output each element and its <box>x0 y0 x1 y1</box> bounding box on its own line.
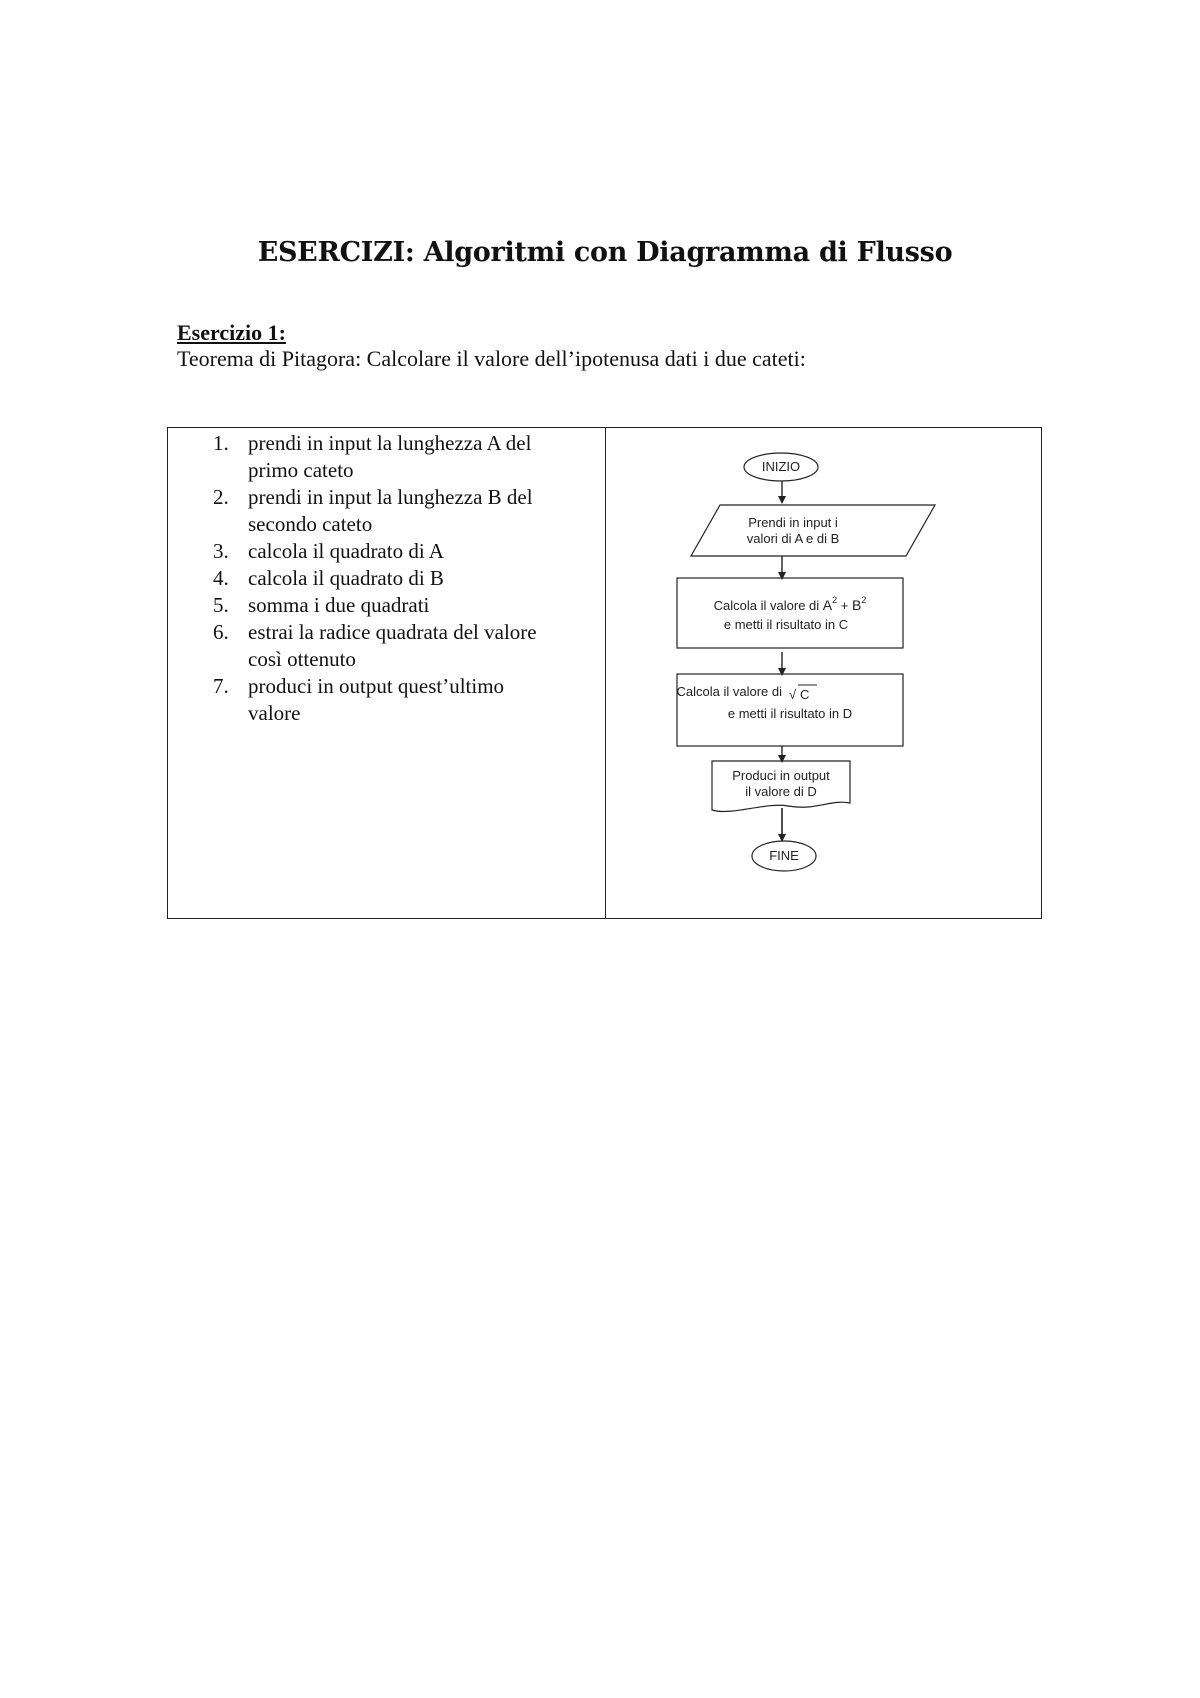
output-label-line: Produci in output <box>732 768 830 783</box>
step-text: somma i due quadrati <box>248 593 430 617</box>
process-label-prefix: Calcola il valore di <box>676 684 782 699</box>
output-label-line: il valore di D <box>745 784 817 799</box>
flowchart-diagram <box>606 428 1042 918</box>
step-text: calcola il quadrato di A <box>248 539 444 563</box>
step-text-line: prendi in input la lunghezza B del <box>248 485 533 509</box>
exercise-table <box>167 427 1042 919</box>
step-text-line: produci in output quest’ultimo <box>248 674 505 698</box>
step-text-line: valore <box>248 701 301 725</box>
input-label-line: Prendi in input i <box>748 515 838 530</box>
step-number: 7. <box>213 674 229 698</box>
process-box <box>677 578 903 648</box>
page-title: ESERCIZI: Algoritmi con Diagramma di Flusso <box>257 237 953 268</box>
step-number: 1. <box>213 431 229 455</box>
process-label-line: e metti il risultato in C <box>723 617 849 632</box>
process-label-prefix: Calcola il valore di <box>713 598 823 613</box>
sqrt-icon: √ <box>789 687 797 702</box>
step-text <box>248 673 578 727</box>
sqrt-radicand: C <box>800 687 810 702</box>
step-text-line: così ottenuto <box>248 647 356 671</box>
step-text-line: estrai la radice quadrata del valore <box>248 620 537 644</box>
step-number: 5. <box>213 593 229 617</box>
end-label: FINE <box>769 848 799 863</box>
step-number: 2. <box>213 485 229 509</box>
exercise-heading: Esercizio 1: <box>177 320 286 345</box>
process-label-line <box>714 595 867 613</box>
start-label: INIZIO <box>761 459 801 474</box>
step-text-line: primo cateto <box>248 458 354 482</box>
step-number: 4. <box>213 566 229 590</box>
math-exponent: 2 <box>832 595 838 605</box>
process-label-line <box>677 684 783 699</box>
step-number: 6. <box>213 620 229 644</box>
step-text-line: secondo cateto <box>248 512 373 536</box>
math-symbol-b: B <box>851 597 862 613</box>
step-text: calcola il quadrato di B <box>248 566 444 590</box>
step-text <box>248 619 578 673</box>
exercise-description: Teorema di Pitagora: Calcolare il valore dell’ipotenusa dati i due cateti: <box>177 346 806 371</box>
step-number: 3. <box>213 539 229 563</box>
math-exponent: 2 <box>861 595 867 605</box>
math-symbol-a: A <box>822 597 833 613</box>
process-label-line: e metti il risultato in D <box>727 706 853 721</box>
step-text <box>248 484 578 538</box>
step-text <box>248 430 578 484</box>
input-label-line: valori di A e di B <box>746 531 840 546</box>
step-text-line: prendi in input la lunghezza A del <box>248 431 532 455</box>
math-operator-plus: + <box>837 598 852 613</box>
